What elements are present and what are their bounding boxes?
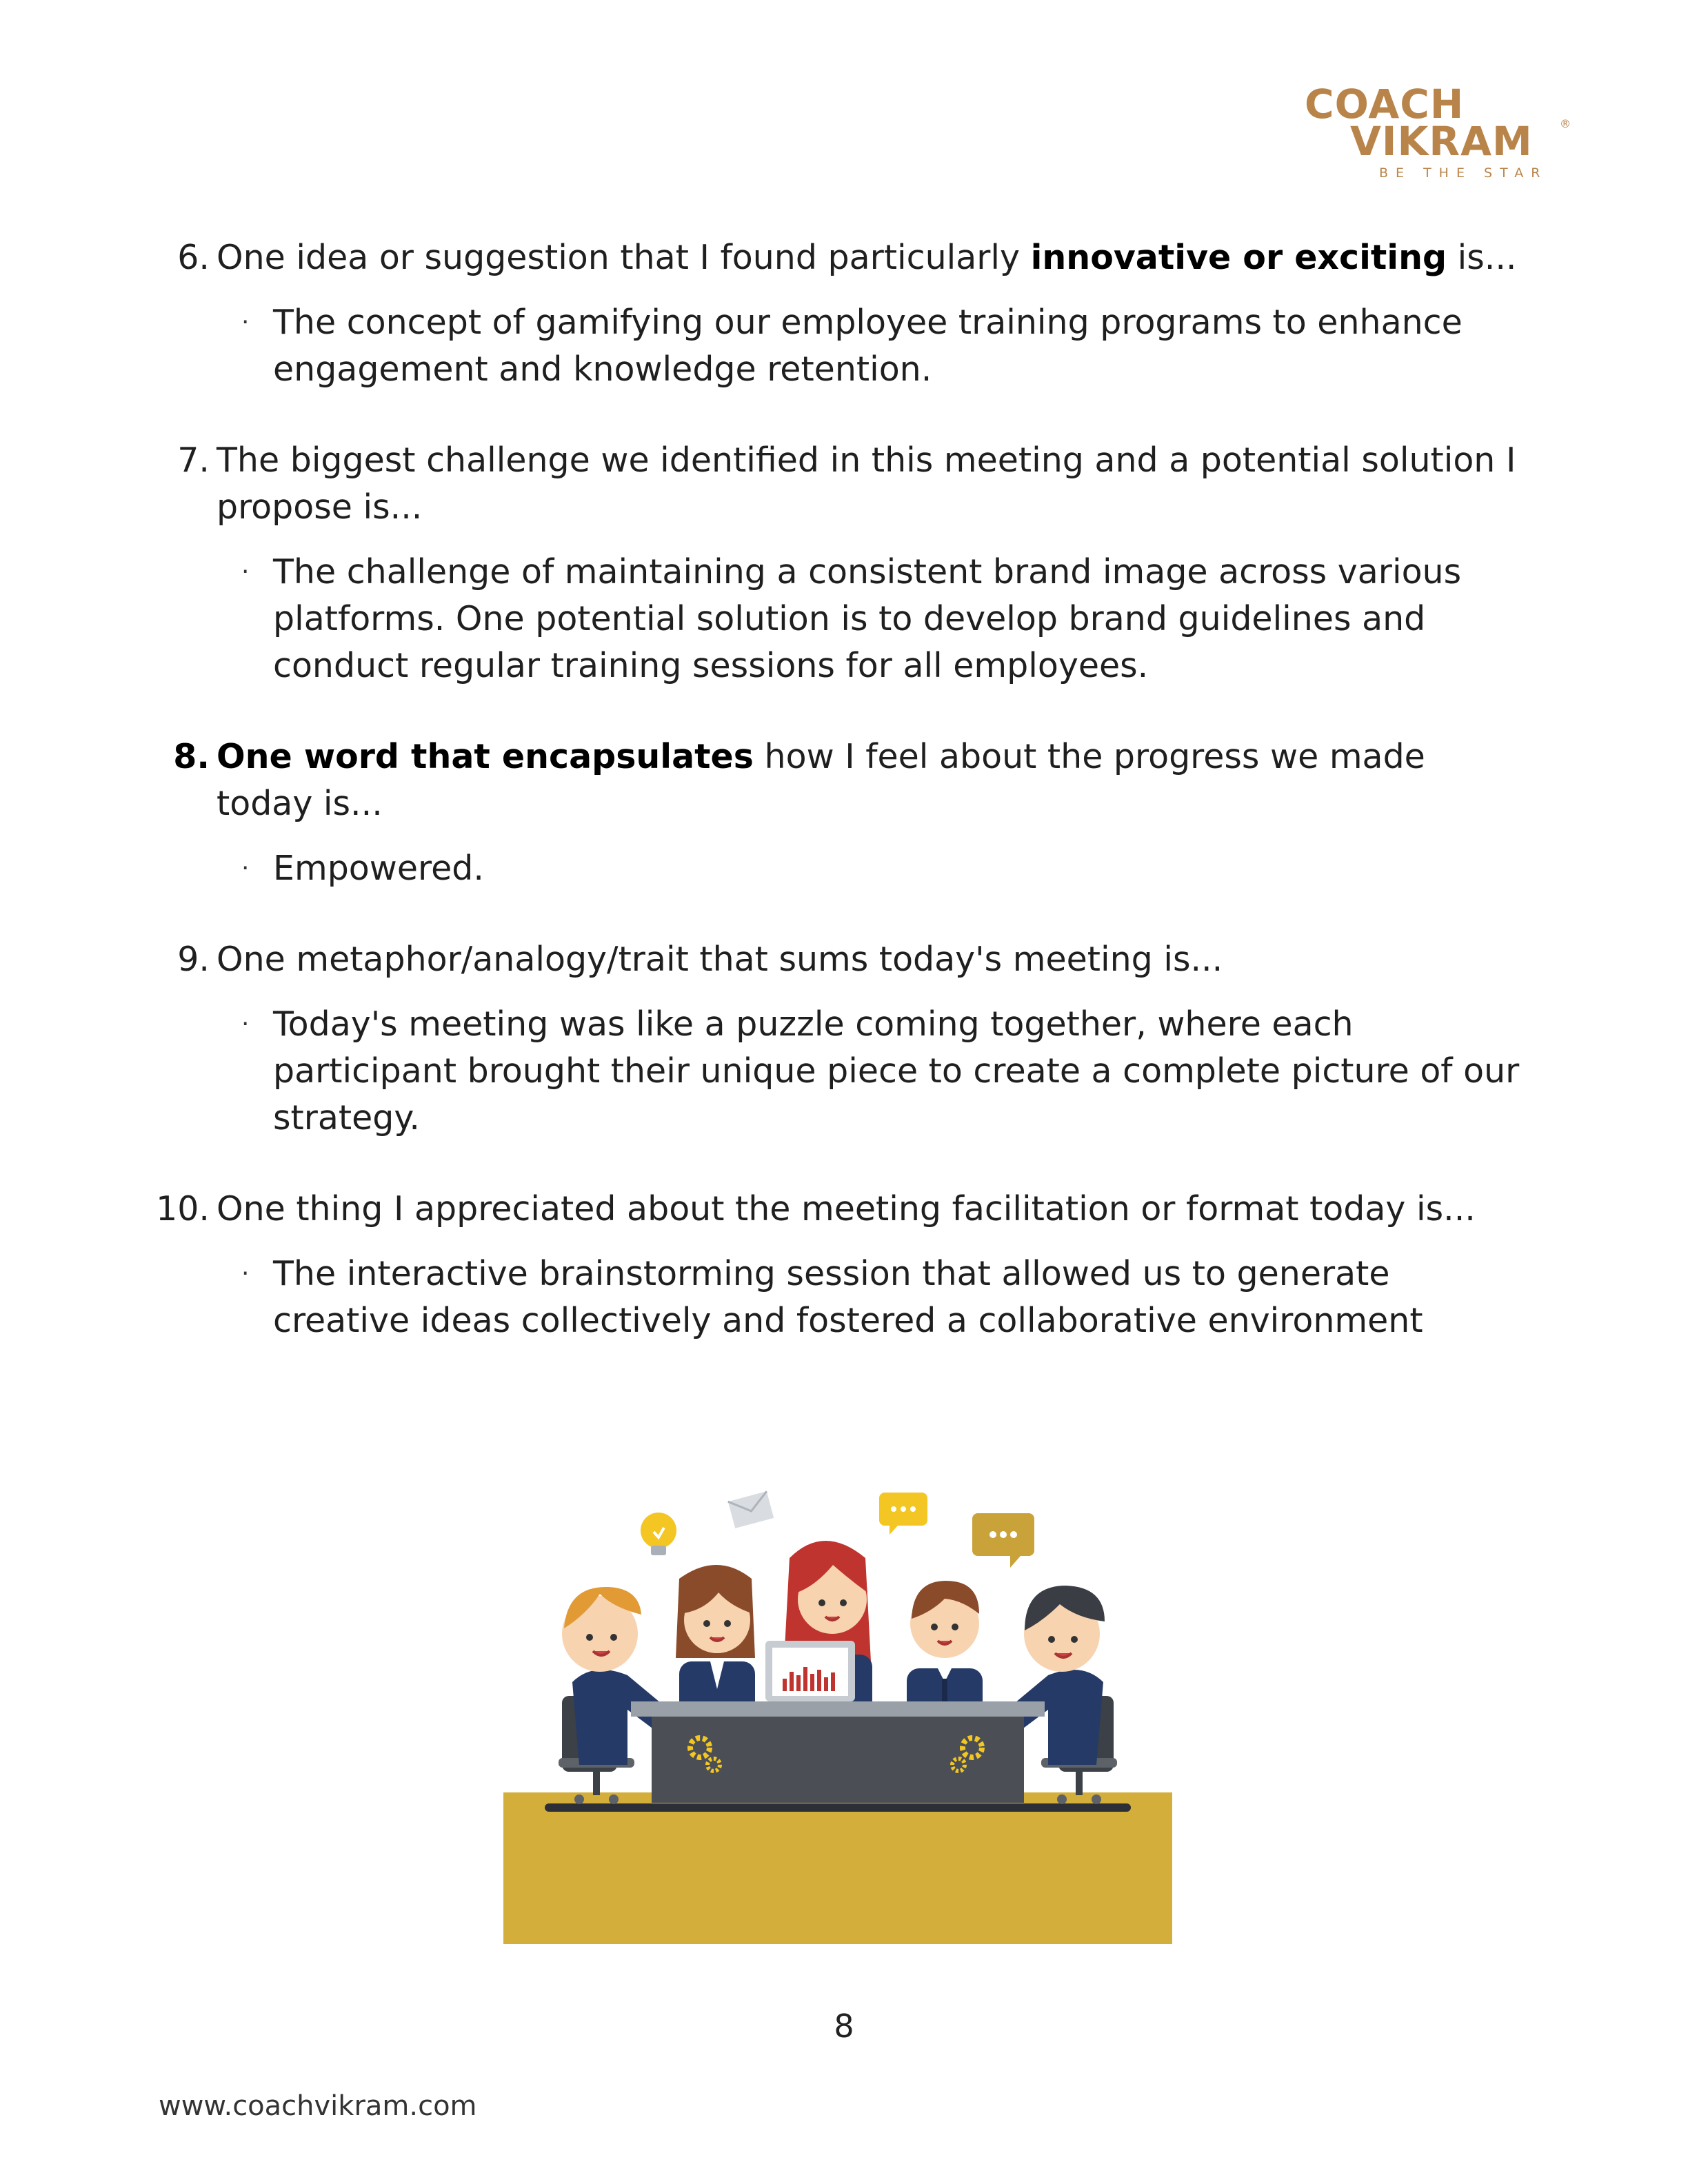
item-question [217, 936, 1527, 983]
question-text: One metaphor/analogy/trait that sums today's meeting is... [217, 940, 1223, 979]
question-emphasis: One word that encapsulates [217, 737, 754, 776]
item-number: 9. [177, 940, 210, 979]
question-text: The biggest challenge we identified in this meeting and a potential solution I propose is... [217, 441, 1516, 527]
footer-website: www.coachvikram.com [159, 2090, 477, 2122]
item-answer [241, 845, 1528, 892]
item-question [217, 734, 1527, 827]
item-answer [241, 1001, 1528, 1142]
bullet-dot-icon: · [241, 854, 250, 882]
team-meeting-illustration [503, 1482, 1172, 1944]
answer-text: Today's meeting was like a puzzle coming together, where each participant brought their unique piece to create a complete picture of our strategy. [273, 1004, 1520, 1138]
logo-line-coach: COACH [1305, 81, 1465, 128]
chat-bubble-icon [879, 1493, 927, 1535]
answer-text: Empowered. [273, 849, 484, 888]
list-item-8 [173, 734, 1527, 892]
item-answer [241, 549, 1528, 689]
bullet-dot-icon: · [241, 1260, 250, 1288]
item-number: 8. [173, 737, 210, 776]
question-text: One thing I appreciated about the meeting facilitation or format today is... [217, 1189, 1476, 1228]
reflection-list [0, 234, 1688, 1344]
list-item-6 [177, 234, 1527, 393]
item-question [217, 234, 1527, 281]
answer-text: The interactive brainstorming session that allowed us to generate creative ideas collectively and fostered a collaborative environment [273, 1254, 1423, 1340]
item-answer [241, 1251, 1528, 1344]
table-shadow [545, 1803, 1131, 1812]
list-item-9 [177, 936, 1527, 1142]
bullet-dot-icon: · [241, 558, 250, 586]
answer-text: The concept of gamifying our employee training programs to enhance engagement and knowledge retention. [273, 303, 1463, 389]
bullet-dot-icon: · [241, 1010, 250, 1038]
answer-text: The challenge of maintaining a consistent brand image across various platforms. One potential solution is to develop brand guidelines and conduct regular training sessions for all employees. [273, 552, 1462, 685]
lightbulb-icon [641, 1513, 676, 1555]
question-text: One idea or suggestion that I found particularly [217, 238, 1031, 277]
chat-bubble-icon [972, 1513, 1034, 1568]
item-answer [241, 299, 1528, 393]
item-number: 6. [177, 238, 210, 277]
logo-line-vikram: VIKRAM [1350, 118, 1533, 165]
item-number: 7. [177, 441, 210, 480]
question-text-end: is... [1447, 238, 1517, 277]
envelope-icon [728, 1491, 774, 1528]
item-question [217, 1186, 1527, 1233]
coach-vikram-logo [1302, 81, 1571, 185]
logo-tagline: BE THE STAR [1379, 165, 1548, 181]
item-number: 10. [156, 1189, 210, 1228]
registered-mark: ® [1560, 117, 1571, 130]
question-emphasis: innovative or exciting [1030, 238, 1447, 277]
list-item-7 [177, 437, 1527, 689]
question-text-end: how I feel about the progress we made today is... [217, 737, 1425, 823]
list-item-10 [156, 1186, 1527, 1344]
floor [503, 1792, 1172, 1944]
laptop-chart-icon [765, 1641, 855, 1701]
item-question [217, 437, 1527, 531]
bullet-dot-icon: · [241, 308, 250, 336]
page-number: 8 [834, 2008, 854, 2045]
